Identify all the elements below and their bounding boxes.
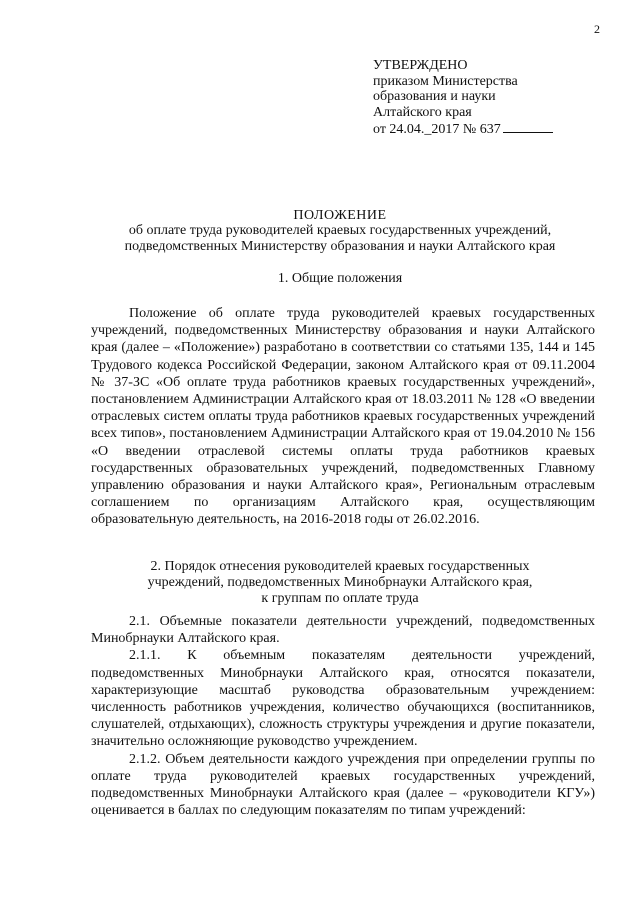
section-heading-line: учреждений, подведомственных Минобрнауки Алтайского края,	[147, 575, 533, 590]
subtitle-line: подведомственных Министерству образования и науки Алтайского края	[124, 239, 556, 254]
document-title: ПОЛОЖЕНИЕ	[293, 208, 387, 223]
section-2-body	[91, 613, 595, 819]
subtitle-line: об оплате труда руководителей краевых государственных учреждений,	[128, 223, 552, 238]
paragraph-2-1-1: 2.1.1. К объемным показателям деятельности учреждений, подведомственных Минобрнауки Алтайского края, относятся показатели, характеризующие масштаб руководства образовательным учреждением: численность работников учреждения, количество обучающихся (воспитанников, слушателей, отдыхающих), сложность структуры учреждения и другие показатели, значительно осложняющие руководство учреждением.	[91, 648, 595, 750]
approval-line: приказом Министерства	[373, 73, 518, 89]
paragraph-2-1: 2.1. Объемные показатели деятельности учреждений, подведомственных Минобрнауки Алтайского края.	[91, 614, 595, 647]
approval-date-number: от 24.04._2017 № 637	[373, 122, 501, 137]
approval-line: Алтайского края	[373, 104, 472, 120]
approval-date-line	[373, 120, 553, 138]
paragraph-2-1-2: 2.1.2. Объем деятельности каждого учреждения при определении группы по оплате труда руководителей краевых государственных учреждений, подведомственных Минобрнауки Алтайского края (далее – «руководители КГУ») оценивается в баллах по следующим показателям по типам учреждений:	[91, 751, 595, 819]
paragraph: Положение об оплате труда руководителей краевых государственных учреждений, подведомственных Министерству образования и науки Алтайского края (далее – «Положение») разработано в соответствии со статьями 135, 144 и 145 Трудового кодекса Российской Федерации, законом Алтайского края от 09.11.2004 № 37-ЗС «Об оплате труда работников краевых государственных учреждений», постановлением Администрации Алтайского края от 18.03.2011 № 128 «О введении отраслевых систем оплаты труда работников краевых государственных учреждений всех типов», постановлением Администрации Алтайского края от 19.04.2010 № 156 «О введении отраслевой системы оплаты труда работников краевых государственных образовательных учреждений, подведомственных Главному управлению образования и науки Алтайского края», Региональным отраслевым соглашением по организациям Алтайского края, осуществляющим образовательную деятельность, на 2016-2018 годы от 26.02.2016.	[91, 306, 595, 528]
section-heading-1: 1. Общие положения	[277, 271, 403, 286]
document-subtitle	[90, 223, 590, 255]
approval-stamp-block	[373, 58, 553, 138]
section-heading-2	[90, 559, 590, 607]
section-1-body	[91, 305, 595, 529]
section-heading-line: 2. Порядок отнесения руководителей краевых государственных	[150, 559, 530, 574]
approval-heading: УТВЕРЖДЕНО	[373, 58, 468, 73]
section-heading-line: к группам по оплате труда	[261, 591, 419, 606]
approval-line: образования и науки	[373, 89, 496, 104]
underline-blank	[503, 120, 553, 133]
page-number: 2	[594, 22, 600, 36]
